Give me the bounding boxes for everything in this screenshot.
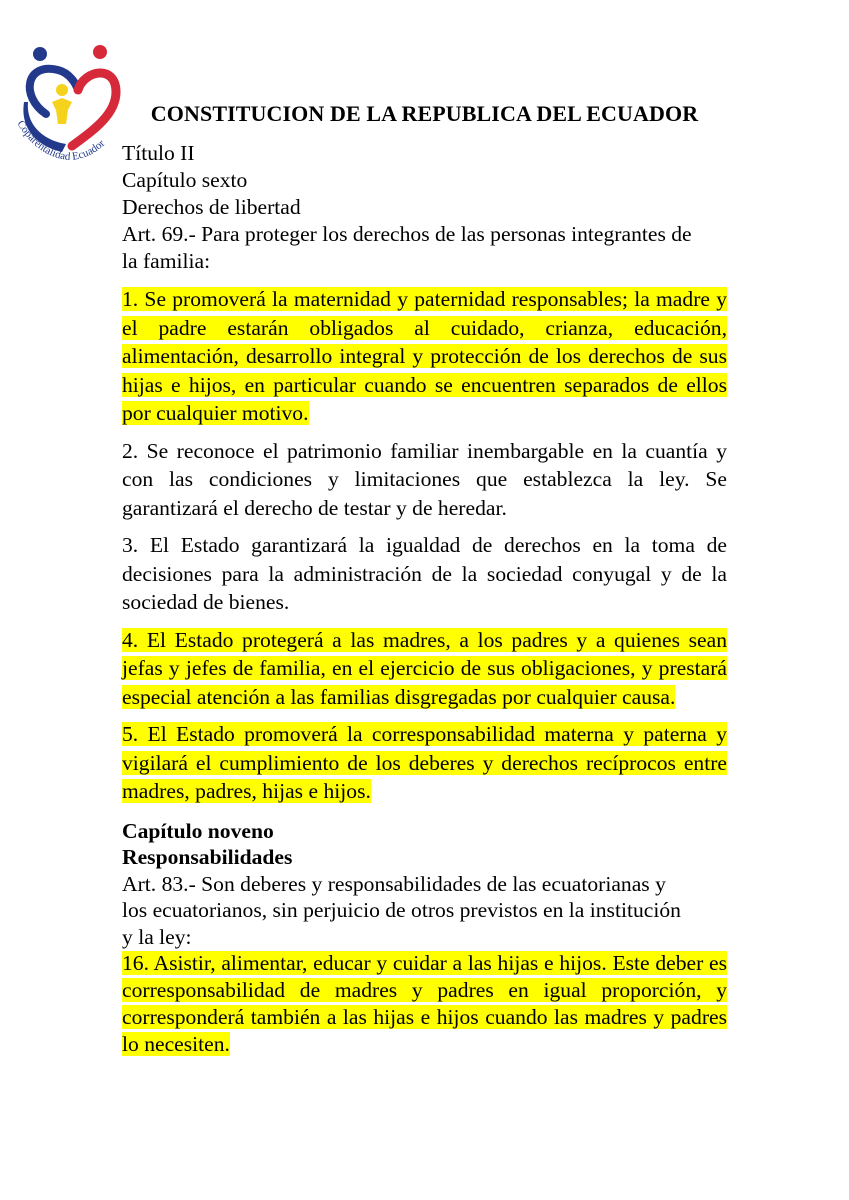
art69-item-1: 1. Se promoverá la maternidad y paternidad responsables; la madre y el padre estarán obligados al cuidado, crianza, educación, alimentación, desarrollo integral y protección de los derechos de sus hijas e hijos, en particular cuando se encuentren separados de ellos por cualquier motivo. (122, 287, 727, 425)
capitulo-sexto-label: Capítulo sexto (122, 168, 248, 192)
art83-item-16: 16. Asistir, alimentar, educar y cuidar a las hijas e hijos. Este deber es corresponsabilidad de madres y padres en igual proporción, y corresponderá también a las hijas e hijos cuando las madres y padres lo necesiten. (122, 951, 727, 1056)
art83-intro-line2: los ecuatorianos, sin perjuicio de otros previstos en la institución (122, 898, 681, 922)
art69-intro-line1: Art. 69.- Para proteger los derechos de las personas integrantes de (122, 222, 692, 246)
logo-caption: Coparentalidad Ecuador (14, 118, 108, 164)
art69-item-5: 5. El Estado promoverá la corresponsabilidad materna y paterna y vigilará el cumplimiento de los deberes y derechos recíprocos entre madres, padres, hijas e hijos. (122, 722, 727, 803)
derechos-libertad-heading: Derechos de libertad (122, 195, 301, 219)
art83-intro-line1: Art. 83.- Son deberes y responsabilidades de las ecuatorianas y (122, 871, 666, 896)
art69-item-4: 4. El Estado protegerá a las madres, a los padres y a quienes sean jefas y jefes de familia, en el ejercicio de sus obligaciones, y prestará especial atención a las familias disgregadas por cualquier causa. (122, 627, 727, 709)
responsabilidades-heading: Responsabilidades (122, 845, 293, 869)
art83-intro-line3: y la ley: (122, 924, 192, 949)
art69-item-3: 3. El Estado garantizará la igualdad de derechos en la toma de decisiones para la administración de la sociedad conyugal y de la sociedad de bienes. (122, 533, 727, 614)
art83-section (122, 818, 727, 1059)
document-title: CONSTITUCION DE LA REPUBLICA DEL ECUADOR (150, 101, 699, 126)
art69-item-2: 2. Se reconoce el patrimonio familiar inembargable en la cuantía y con las condiciones y limitaciones que establezca la ley. Se garantizará el derecho de testar y de heredar. (122, 438, 727, 520)
titulo-label: Título II (122, 141, 195, 165)
capitulo-noveno-label: Capítulo noveno (122, 818, 274, 843)
art69-intro-line2: la familia: (122, 249, 211, 273)
document-body (122, 140, 727, 1058)
